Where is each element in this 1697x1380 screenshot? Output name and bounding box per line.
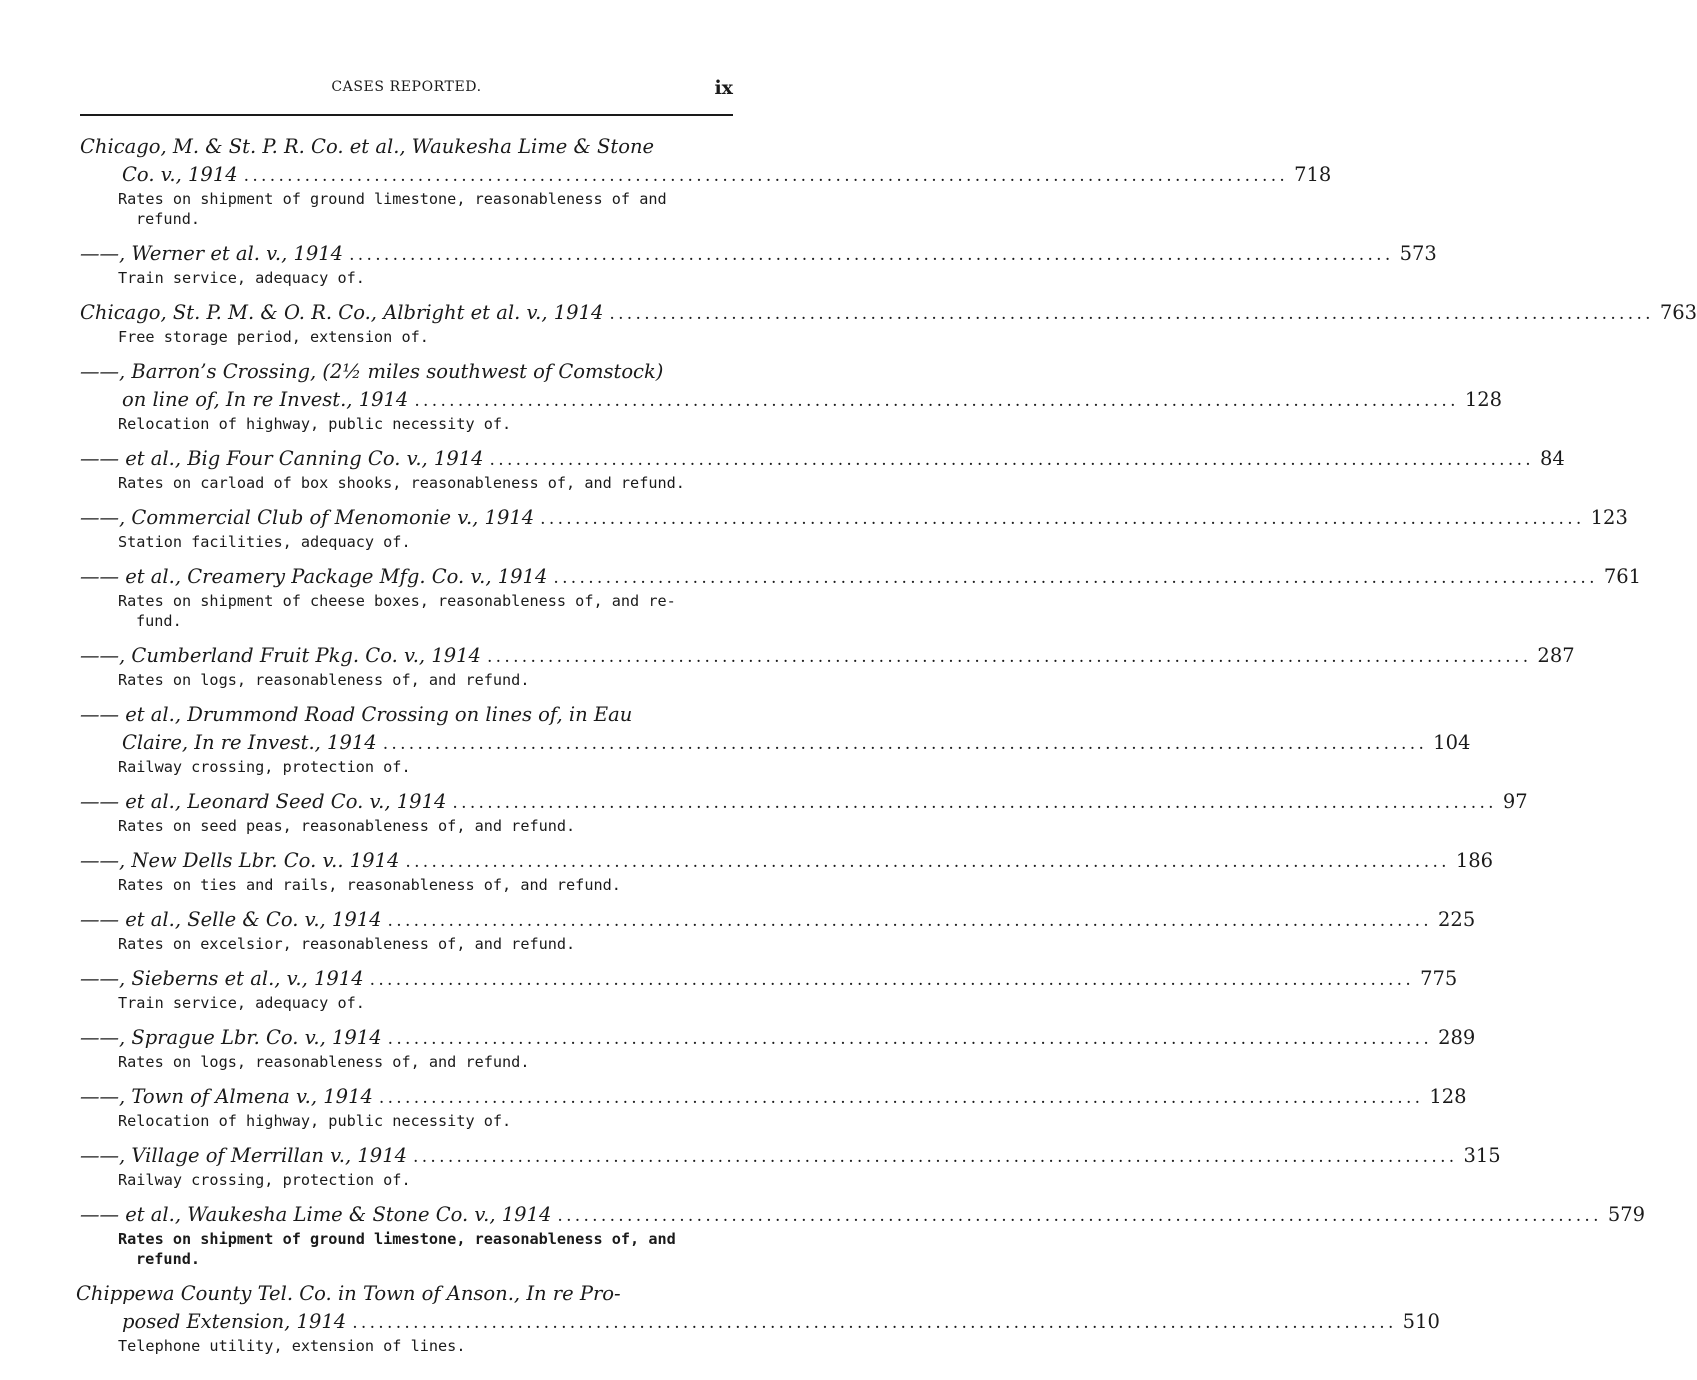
case-subject-continuation: refund. xyxy=(136,210,201,228)
dot-leader: ........................................................................................................................ xyxy=(369,970,1415,990)
dot-leader: ........................................................................................................................ xyxy=(414,391,1459,411)
case-entry xyxy=(0,642,1575,690)
case-subject: Free storage period, extension of. xyxy=(118,328,429,346)
case-title: ——, New Dells Lbr. Co. v.. 1914 xyxy=(80,849,400,872)
case-entry xyxy=(0,445,1565,493)
dot-leader: ........................................................................................................................ xyxy=(413,1147,1458,1167)
case-title: ——, Barron’s Crossing, (2½ miles southwest of Comstock) xyxy=(80,360,664,383)
case-subject: Telephone utility, extension of lines. xyxy=(118,1337,466,1355)
case-title-continuation xyxy=(0,386,1503,414)
case-subject: Rates on logs, reasonableness of, and refund. xyxy=(118,671,530,689)
case-entry xyxy=(0,1083,1467,1131)
case-title-line xyxy=(0,788,1528,816)
case-page-number: 104 xyxy=(1433,731,1471,754)
case-title-continuation xyxy=(0,1308,1440,1336)
case-title: —— et al., Selle & Co. v., 1914 xyxy=(80,908,382,931)
case-subject: Train service, adequacy of. xyxy=(118,994,365,1012)
dot-leader: ........................................................................................................................ xyxy=(349,245,1394,265)
case-title: ——, Commercial Club of Menomonie v., 1914 xyxy=(80,506,535,529)
case-page-number: 289 xyxy=(1438,1026,1476,1049)
case-page-number: 573 xyxy=(1399,242,1437,265)
case-title-line xyxy=(0,1024,1476,1052)
case-entry xyxy=(0,701,1471,777)
case-title-line xyxy=(0,1280,867,1308)
case-entry xyxy=(0,1142,1501,1190)
case-entry xyxy=(0,504,1628,552)
case-entry xyxy=(0,1280,1440,1356)
case-page-number: 510 xyxy=(1402,1310,1440,1333)
cases-list xyxy=(0,133,1697,1367)
case-title-continuation xyxy=(0,729,1471,757)
case-page-number: 579 xyxy=(1607,1203,1646,1226)
dot-leader: ........................................................................................................................ xyxy=(378,1088,1424,1108)
case-title-line xyxy=(0,1142,1501,1170)
running-title: CASES REPORTED. xyxy=(331,79,482,95)
dot-leader: ........................................................................................................................ xyxy=(489,450,1535,470)
case-subject: Railway crossing, protection of. xyxy=(118,1171,411,1189)
dot-leader: ........................................................................................................................ xyxy=(452,793,1497,813)
case-title: —— et al., Leonard Seed Co. v., 1914 xyxy=(80,790,447,813)
case-title: Chicago, M. & St. P. R. Co. et al., Waukesha Lime & Stone xyxy=(80,135,655,158)
case-entry xyxy=(0,563,1642,631)
case-subject: Rates on ties and rails, reasonableness of, and refund. xyxy=(118,876,621,894)
case-subject: Rates on seed peas, reasonableness of, and refund. xyxy=(118,817,576,835)
case-entry xyxy=(0,1201,1646,1269)
case-title-line xyxy=(0,358,867,386)
page-number: ix xyxy=(714,77,733,99)
case-title: ——, Sprague Lbr. Co. v., 1914 xyxy=(80,1026,382,1049)
case-entry xyxy=(0,240,1437,288)
dot-leader: ........................................................................................................................ xyxy=(243,166,1289,186)
case-title: —— et al., Drummond Road Crossing on lines of, in Eau xyxy=(80,703,633,726)
case-page-number: 761 xyxy=(1603,565,1642,588)
case-subject: Rates on shipment of cheese boxes, reasonableness of, and re- xyxy=(118,592,676,610)
dot-leader: ........................................................................................................................ xyxy=(553,568,1598,588)
case-title-line xyxy=(0,445,1565,473)
case-entry xyxy=(0,788,1528,836)
case-subject: Relocation of highway, public necessity of. xyxy=(118,415,512,433)
case-subject: Rates on logs, reasonableness of, and refund. xyxy=(118,1053,530,1071)
case-subject: Rates on shipment of ground limestone, reasonableness of, and xyxy=(118,1230,676,1248)
case-page-number: 84 xyxy=(1540,447,1565,470)
dot-leader: ........................................................................................................................ xyxy=(486,647,1532,667)
case-title-line xyxy=(0,906,1476,934)
case-title-line xyxy=(0,504,1628,532)
case-title: Chicago, St. P. M. & O. R. Co., Albright et al. v., 1914 xyxy=(80,301,604,324)
case-title-line xyxy=(0,563,1642,591)
case-title: —— et al., Big Four Canning Co. v., 1914 xyxy=(80,447,484,470)
case-entry xyxy=(0,299,1697,347)
case-subject: Railway crossing, protection of. xyxy=(118,758,411,776)
dot-leader: ........................................................................................................................ xyxy=(405,852,1450,872)
case-page-number: 775 xyxy=(1420,967,1458,990)
case-title-line xyxy=(0,1201,1646,1229)
case-page-number: 315 xyxy=(1463,1144,1501,1167)
case-entry xyxy=(0,847,1494,895)
case-page-number: 97 xyxy=(1502,790,1528,813)
case-page-number: 128 xyxy=(1464,388,1503,411)
case-page-number: 225 xyxy=(1438,908,1476,931)
case-page-number: 763 xyxy=(1659,301,1697,324)
case-page-number: 123 xyxy=(1590,506,1628,529)
case-title: on line of, In re Invest., 1914 xyxy=(122,388,409,411)
case-title-line xyxy=(0,642,1575,670)
dot-leader: ........................................................................................................................ xyxy=(387,1029,1433,1049)
case-title-line xyxy=(0,1083,1467,1111)
case-title-line xyxy=(0,847,1494,875)
case-title: ——, Sieberns et al., v., 1914 xyxy=(80,967,364,990)
case-title-line xyxy=(0,701,867,729)
case-title-line xyxy=(0,299,1697,327)
dot-leader: ........................................................................................................................ xyxy=(352,1313,1397,1333)
case-title: Co. v., 1914 xyxy=(122,163,238,186)
case-page-number: 718 xyxy=(1294,163,1332,186)
case-title: —— et al., Waukesha Lime & Stone Co. v., 1914 xyxy=(80,1203,552,1226)
case-subject: Relocation of highway, public necessity of. xyxy=(118,1112,512,1130)
case-subject: Rates on carload of box shooks, reasonableness of, and refund. xyxy=(118,474,685,492)
case-title-continuation xyxy=(0,161,1332,189)
case-subject: Station facilities, adequacy of. xyxy=(118,533,411,551)
case-title: Claire, In re Invest., 1914 xyxy=(122,731,377,754)
case-title-line xyxy=(0,133,867,161)
case-title-line xyxy=(0,965,1458,993)
case-title: ——, Town of Almena v., 1914 xyxy=(80,1085,373,1108)
case-subject-continuation: refund. xyxy=(136,1250,201,1268)
case-title: posed Extension, 1914 xyxy=(122,1310,347,1333)
case-page-number: 128 xyxy=(1429,1085,1467,1108)
case-title: —— et al., Creamery Package Mfg. Co. v., 1914 xyxy=(80,565,548,588)
case-subject: Rates on excelsior, reasonableness of, and refund. xyxy=(118,935,576,953)
dot-leader: ........................................................................................................................ xyxy=(557,1206,1602,1226)
case-title-line xyxy=(0,240,1437,268)
case-entry xyxy=(0,906,1476,954)
case-title: Chippewa County Tel. Co. in Town of Anson., In re Pro- xyxy=(76,1282,621,1305)
case-entry xyxy=(0,133,1332,229)
case-entry xyxy=(0,358,1503,434)
case-subject: Rates on shipment of ground limestone, reasonableness of and xyxy=(118,190,667,208)
case-entry xyxy=(0,965,1458,1013)
case-title: ——, Cumberland Fruit Pkg. Co. v., 1914 xyxy=(80,644,481,667)
case-title: ——, Werner et al. v., 1914 xyxy=(80,242,344,265)
dot-leader: ........................................................................................................................ xyxy=(387,911,1433,931)
case-entry xyxy=(0,1024,1476,1072)
case-subject-continuation: fund. xyxy=(136,612,182,630)
dot-leader: ........................................................................................................................ xyxy=(540,509,1585,529)
running-head xyxy=(80,77,733,101)
case-page-number: 287 xyxy=(1537,644,1575,667)
dot-leader: ........................................................................................................................ xyxy=(382,734,1428,754)
case-page-number: 186 xyxy=(1455,849,1494,872)
header-rule xyxy=(80,114,733,116)
case-subject: Train service, adequacy of. xyxy=(118,269,365,287)
dot-leader: ........................................................................................................................ xyxy=(609,304,1654,324)
case-title: ——, Village of Merrillan v., 1914 xyxy=(80,1144,408,1167)
